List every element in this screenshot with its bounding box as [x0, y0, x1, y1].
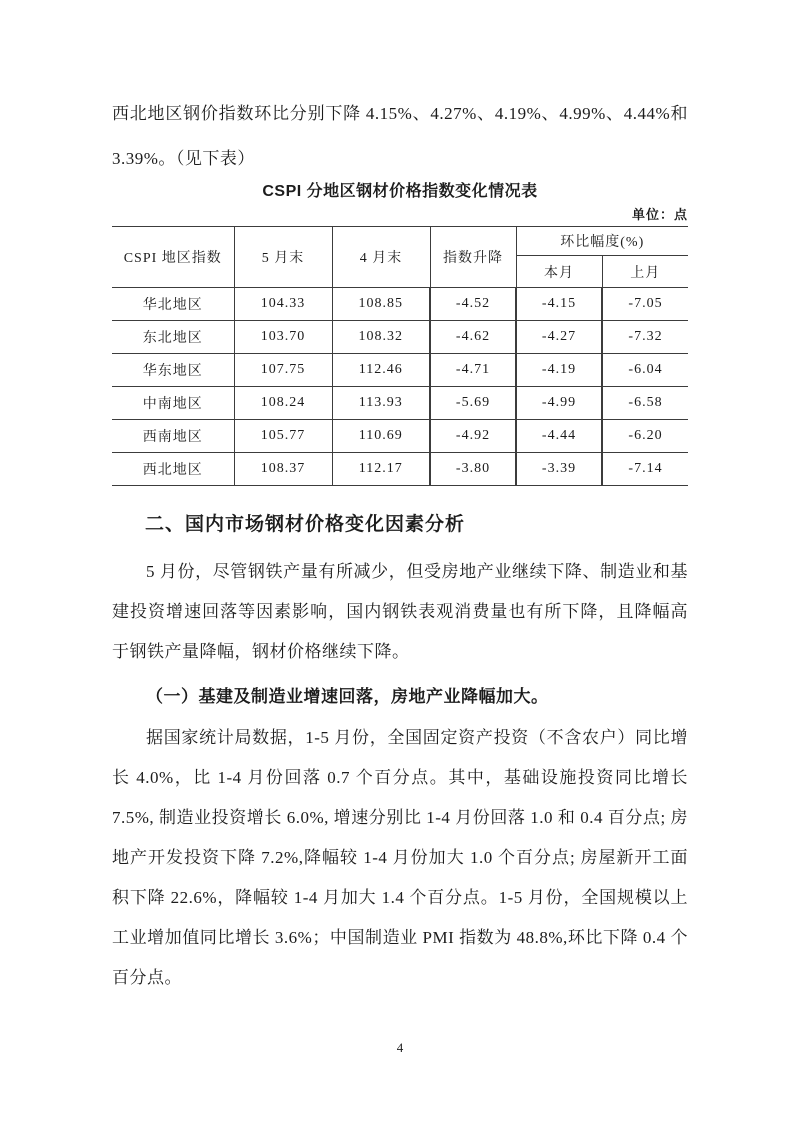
- intro-paragraph: 西北地区钢价指数环比分别下降 4.15%、4.27%、4.19%、4.99%、4.44%和 3.39%。（见下表）: [112, 104, 688, 168]
- cell-region: 东北地区: [112, 321, 234, 354]
- cell-this-month: -3.39: [516, 453, 602, 486]
- cell-region: 西南地区: [112, 420, 234, 453]
- header-may: 5 月末: [234, 227, 332, 288]
- cell-may: 103.70: [234, 321, 332, 354]
- cell-april: 108.32: [332, 321, 430, 354]
- cell-april: 112.17: [332, 453, 430, 486]
- cell-region: 华北地区: [112, 288, 234, 321]
- header-april: 4 月末: [332, 227, 430, 288]
- table-header: [112, 227, 688, 288]
- header-last-month: 上月: [602, 256, 688, 288]
- cell-last-month: -7.32: [602, 321, 688, 354]
- cell-region: 华东地区: [112, 354, 234, 387]
- body-paragraph-2: 据国家统计局数据，1-5 月份，全国固定资产投资（不含农户）同比增长 4.0%，比 1-4 月份回落 0.7 个百分点。其中，基础设施投资同比增长 7.5%, 制造业投资增长 6.0%, 增速分别比 1-4 月份回落 1.0 和 0.4 百分点; 房地产开发投资下降 7.2%,降幅较 1-4 月份加大 1.0 个百分点; 房屋新开工面积下降 22.6%，降幅较 1-4 月加大 1.4 个百分点。1-5 月份，全国规模以上工业增加值同比增长 3.6%；中国制造业 PMI 指数为 48.8%,环比下降 0.4 个百分点。: [112, 728, 688, 987]
- cell-may: 105.77: [234, 420, 332, 453]
- table-title: CSPI 分地区钢材价格指数变化情况表: [262, 183, 538, 200]
- cell-last-month: -6.20: [602, 420, 688, 453]
- cell-this-month: -4.44: [516, 420, 602, 453]
- header-this-month: 本月: [516, 256, 602, 288]
- cell-may: 104.33: [234, 288, 332, 321]
- cell-index-change: -4.92: [430, 420, 516, 453]
- cell-index-change: -4.52: [430, 288, 516, 321]
- table-row: [112, 453, 688, 486]
- page-number: 4: [396, 1040, 404, 1055]
- header-index-change: 指数升降: [430, 227, 516, 288]
- cell-this-month: -4.99: [516, 387, 602, 420]
- cell-april: 108.85: [332, 288, 430, 321]
- cell-region: 中南地区: [112, 387, 234, 420]
- body-paragraph-1: 5 月份，尽管钢铁产量有所减少，但受房地产业继续下降、制造业和基建投资增速回落等因素影响，国内钢铁表观消费量也有所下降，且降幅高于钢铁产量降幅，钢材价格继续下降。: [112, 562, 688, 661]
- header-mom-group: 环比幅度(%): [516, 227, 688, 256]
- cell-index-change: -4.71: [430, 354, 516, 387]
- cell-may: 108.24: [234, 387, 332, 420]
- cell-index-change: -4.62: [430, 321, 516, 354]
- table-row: [112, 387, 688, 420]
- sub-heading: （一）基建及制造业增速回落，房地产业降幅加大。: [146, 687, 549, 706]
- section-heading: 二、国内市场钢材价格变化因素分析: [145, 514, 466, 535]
- cspi-region-index-table: [112, 226, 688, 486]
- cell-this-month: -4.15: [516, 288, 602, 321]
- table-row: [112, 354, 688, 387]
- table-row: [112, 288, 688, 321]
- cell-last-month: -6.58: [602, 387, 688, 420]
- table-unit-label: 单位：点: [631, 207, 688, 222]
- cell-last-month: -6.04: [602, 354, 688, 387]
- page-content: [112, 0, 688, 998]
- cell-last-month: -7.14: [602, 453, 688, 486]
- cell-this-month: -4.27: [516, 321, 602, 354]
- header-region: CSPI 地区指数: [112, 227, 234, 288]
- cell-april: 113.93: [332, 387, 430, 420]
- table-row: [112, 321, 688, 354]
- cell-may: 108.37: [234, 453, 332, 486]
- cell-april: 112.46: [332, 354, 430, 387]
- cell-index-change: -3.80: [430, 453, 516, 486]
- table-row: [112, 420, 688, 453]
- cell-region: 西北地区: [112, 453, 234, 486]
- cell-last-month: -7.05: [602, 288, 688, 321]
- cell-may: 107.75: [234, 354, 332, 387]
- cell-index-change: -5.69: [430, 387, 516, 420]
- cell-this-month: -4.19: [516, 354, 602, 387]
- cell-april: 110.69: [332, 420, 430, 453]
